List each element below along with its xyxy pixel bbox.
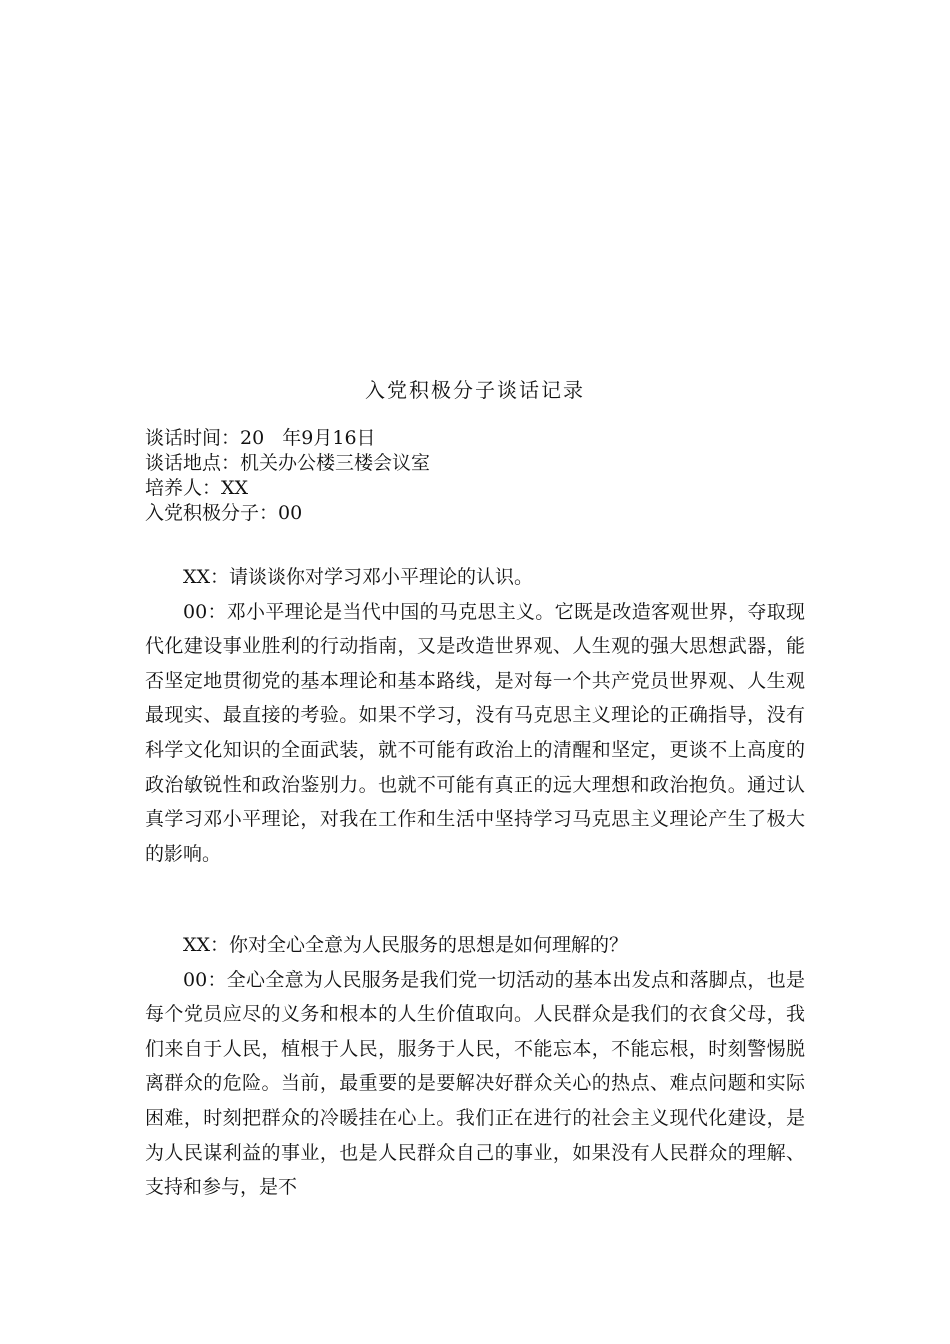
question-paragraph: XX：请谈谈你对学习邓小平理论的认识。: [183, 566, 534, 588]
meta-activist: 入党积极分子：00: [145, 502, 303, 524]
question-paragraph: XX：你对全心全意为人民服务的思想是如何理解的？: [183, 934, 629, 956]
meta-time: 谈话时间：20 年9月16日: [145, 427, 376, 449]
answer-paragraph: 00：全心全意为人民服务是我们党一切活动的基本出发点和落脚点，也是每个党员应尽的义务和根本的人生价值取向。人民群众是我们的衣食父母，我们来自于人民，植根于人民，服务于人民，不能忘本，不能忘根，时刻警惕脱离群众的危险。当前，最重要的是要解决好群众关心的热点、难点问题和实际困难，时刻把群众的冷暖挂在心上。我们正在进行的社会主义现代化建设，是为人民谋利益的事业，也是人民群众自己的事业，如果没有人民群众的理解、支持和参与，是不: [145, 968, 805, 1199]
document-title: 入党积极分子谈话记录: [365, 378, 585, 402]
dialog-section-1: [145, 560, 805, 871]
answer-paragraph: 00：邓小平理论是当代中国的马克思主义。它既是改造客观世界，夺取现代化建设事业胜利的行动指南，又是改造世界观、人生观的强大思想武器，能否坚定地贯彻党的基本理论和基本路线，是对每一个共产党员世界观、人生观最现实、最直接的考验。如果不学习，没有马克思主义理论的正确指导，没有科学文化知识的全面武装，就不可能有政治上的清醒和坚定，更谈不上高度的政治敏锐性和政治鉴别力。也就不可能有真正的远大理想和政治抱负。通过认真学习邓小平理论，对我在工作和生活中坚持学习马克思主义理论产生了极大的影响。: [145, 600, 805, 865]
dialog-section-2: [145, 928, 805, 1205]
meta-mentor: 培养人：XX: [145, 477, 249, 499]
meta-place: 谈话地点：机关办公楼三楼会议室: [145, 452, 431, 474]
meta-block: [145, 426, 430, 526]
